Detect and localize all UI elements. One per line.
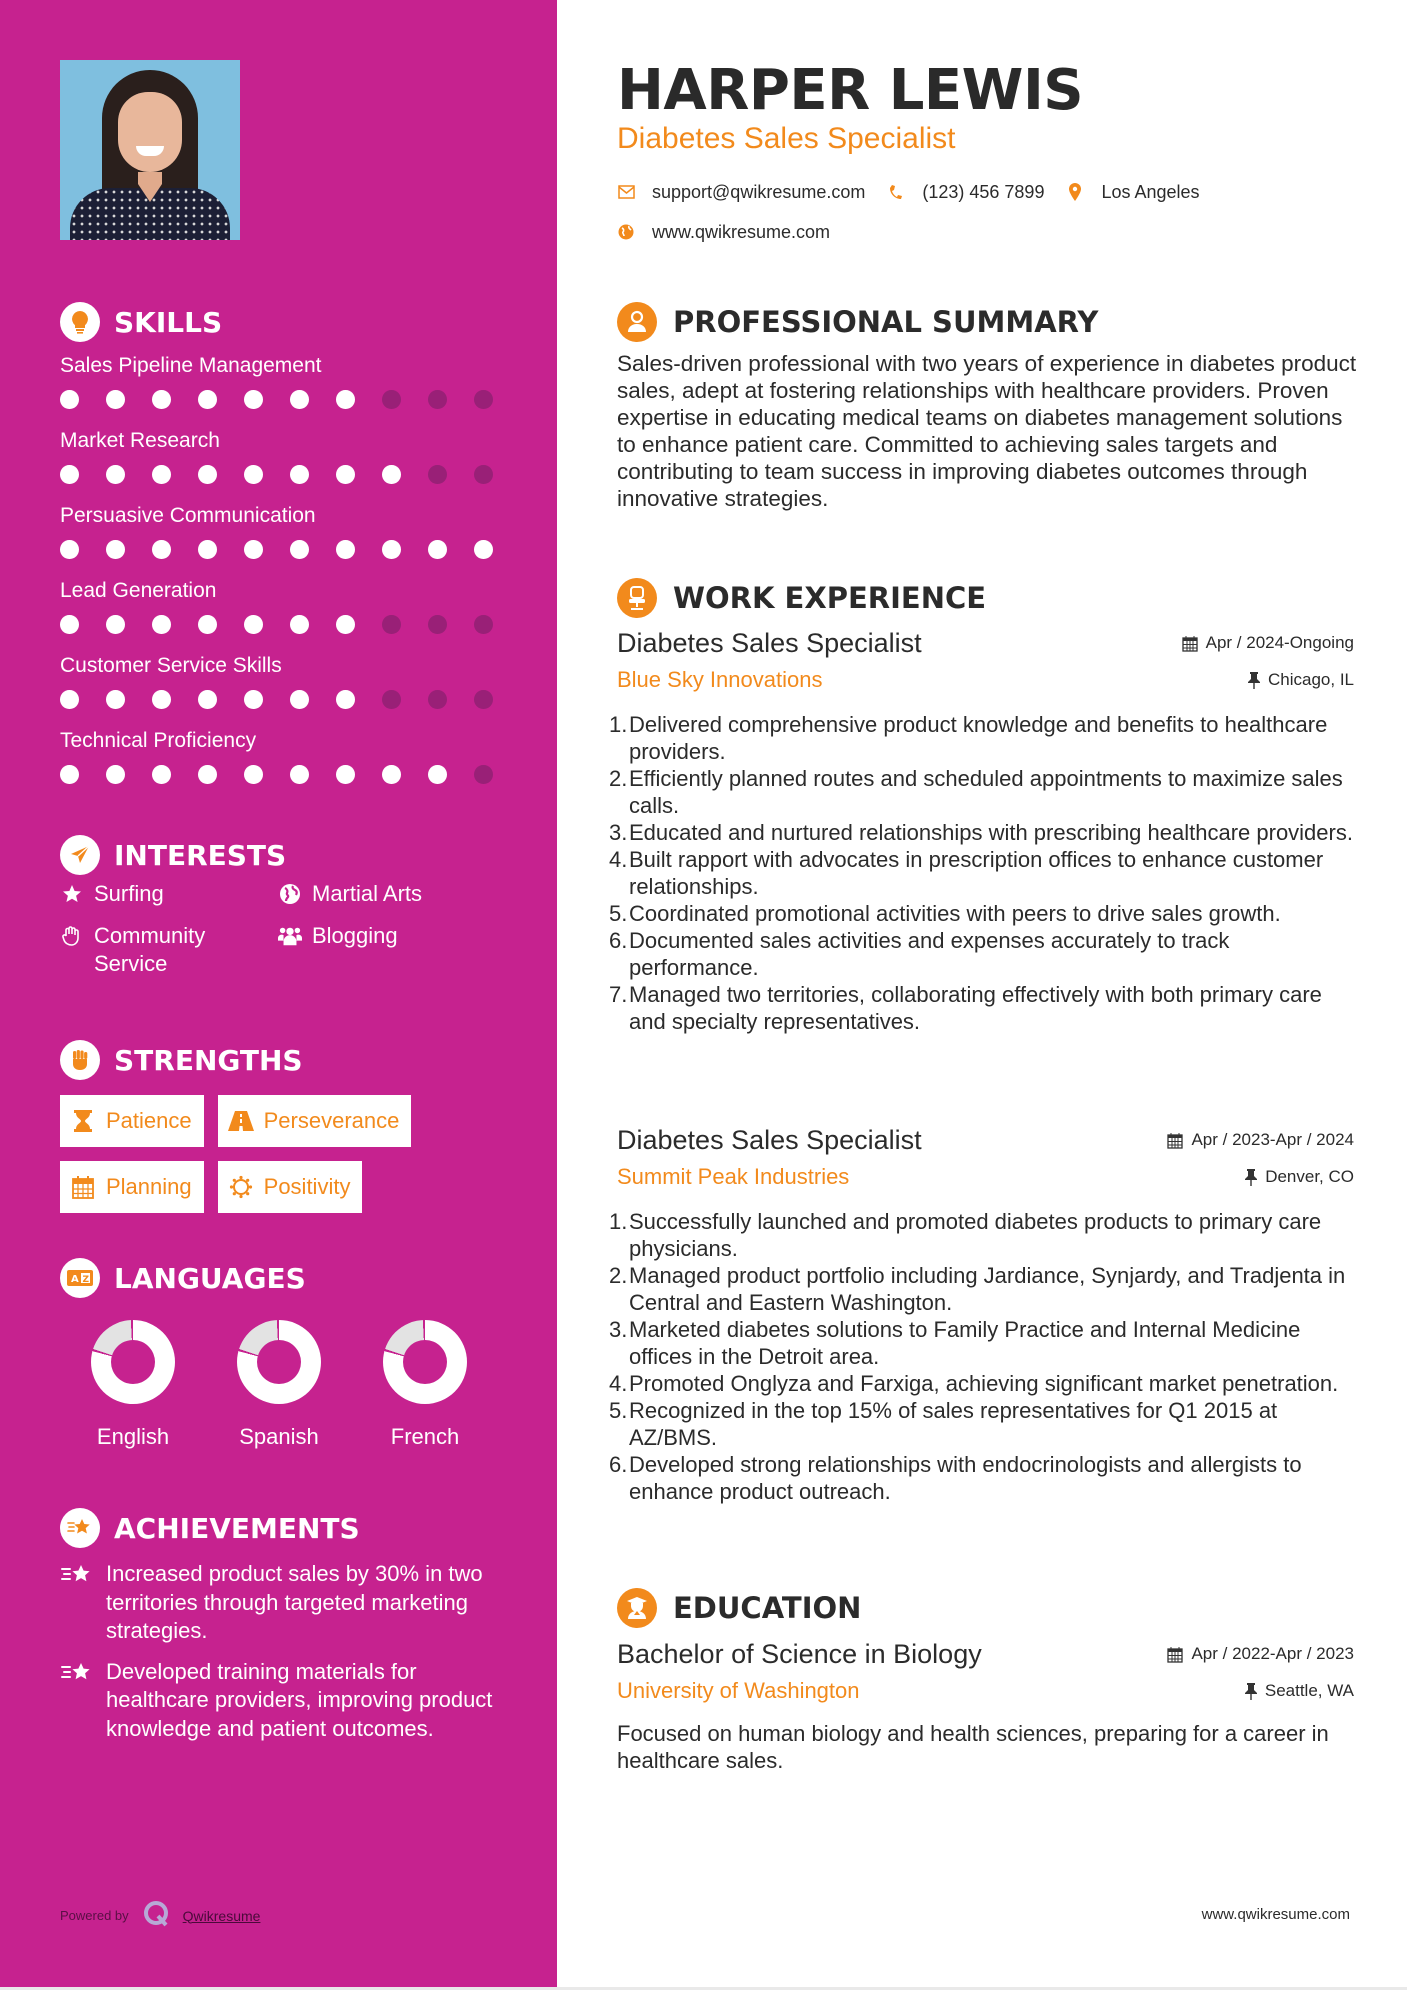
rating-dot-filled xyxy=(60,465,79,484)
calendar-icon xyxy=(1167,1132,1183,1149)
rating-dot-filled xyxy=(336,540,355,559)
education-entry xyxy=(617,1636,1354,1774)
rating-dot-empty xyxy=(474,615,493,634)
skill-item xyxy=(60,500,520,575)
interest-item: Martial Arts xyxy=(278,880,518,908)
skill-name: Customer Service Skills xyxy=(60,654,282,677)
skill-rating xyxy=(60,615,520,634)
rating-dot-filled xyxy=(428,540,447,559)
job-bullet: 6. Developed strong relationships with endocrinologists and allergists to enhance product outreach. xyxy=(609,1452,1302,1504)
job-bullet: 1. Successfully launched and promoted diabetes products to primary care physicians. xyxy=(609,1209,1322,1261)
rating-dot-filled xyxy=(198,690,217,709)
rating-dot-empty xyxy=(382,615,401,634)
job-location: Denver, CO xyxy=(1245,1167,1354,1187)
strength-chip: Planning xyxy=(60,1161,204,1213)
job-responsibilities xyxy=(609,711,1354,1035)
rating-dot-filled xyxy=(474,540,493,559)
qwikresume-logo-icon xyxy=(143,1900,171,1931)
job-date: Apr / 2024-Ongoing xyxy=(1182,633,1354,653)
rating-dot-filled xyxy=(198,540,217,559)
phone-icon xyxy=(887,183,905,201)
job-bullet: 2. Managed product portfolio including Jardiance, Synjardy, and Tradjenta in Central and Eastern Washington. xyxy=(609,1263,1346,1315)
languages-list xyxy=(60,1320,498,1450)
rating-dot-filled xyxy=(152,540,171,559)
rating-dot-empty xyxy=(382,690,401,709)
road-icon xyxy=(228,1108,254,1134)
job-company: Summit Peak Industries xyxy=(617,1164,850,1189)
rating-dot-filled xyxy=(290,765,309,784)
interests-heading: INTERESTS xyxy=(60,835,286,875)
job-bullet: 7. Managed two territories, collaborating effectively with both primary care and specialty representatives. xyxy=(609,982,1322,1034)
svg-text:A: A xyxy=(71,1274,79,1285)
language-item xyxy=(206,1320,352,1450)
rating-dot-filled xyxy=(106,615,125,634)
rating-dot-filled xyxy=(106,540,125,559)
skill-name: Market Research xyxy=(60,429,220,452)
rating-dot-filled xyxy=(106,765,125,784)
qwikresume-link[interactable]: Qwikresume xyxy=(182,1907,261,1924)
skills-heading: SKILLS xyxy=(60,302,222,342)
skill-item xyxy=(60,650,520,725)
hourglass-icon xyxy=(70,1108,96,1134)
rating-dot-filled xyxy=(152,690,171,709)
candidate-title: Diabetes Sales Specialist xyxy=(617,122,956,155)
candidate-name: HARPER LEWIS xyxy=(617,58,1084,123)
rating-dot-empty xyxy=(428,615,447,634)
school-name: University of Washington xyxy=(617,1678,860,1703)
rating-dot-filled xyxy=(336,615,355,634)
rating-dot-filled xyxy=(106,465,125,484)
skill-rating xyxy=(60,465,520,484)
rating-dot-filled xyxy=(244,765,263,784)
language-icon xyxy=(60,1258,100,1298)
rating-dot-empty xyxy=(382,390,401,409)
rating-dot-filled xyxy=(290,390,309,409)
education-description: Focused on human biology and health sciences, preparing for a career in healthcare sales. xyxy=(617,1721,1329,1773)
fist-icon xyxy=(60,1040,100,1080)
pushpin-icon xyxy=(1248,672,1260,689)
rating-dot-filled xyxy=(152,765,171,784)
language-name: English xyxy=(96,1424,170,1449)
rating-dot-filled xyxy=(152,465,171,484)
job-bullet: 4. Promoted Onglyza and Farxiga, achieving significant market penetration. xyxy=(609,1371,1339,1396)
rating-dot-filled xyxy=(60,690,79,709)
rating-dot-filled xyxy=(60,615,79,634)
rating-dot-filled xyxy=(244,390,263,409)
strength-chip: Positivity xyxy=(218,1161,363,1213)
skill-item xyxy=(60,725,520,800)
rating-dot-filled xyxy=(428,765,447,784)
skill-rating xyxy=(60,540,520,559)
interest-item: Surfing xyxy=(60,880,278,908)
rating-dot-filled xyxy=(336,765,355,784)
skill-item xyxy=(60,425,520,500)
rating-dot-empty xyxy=(428,465,447,484)
language-item xyxy=(352,1320,498,1450)
rating-dot-empty xyxy=(474,690,493,709)
skill-rating xyxy=(60,765,520,784)
hand-icon xyxy=(60,922,84,950)
language-proficiency-donut xyxy=(91,1320,175,1404)
rating-dot-filled xyxy=(106,690,125,709)
job-bullet: 5. Coordinated promotional activities with peers to drive sales growth. xyxy=(609,901,1281,926)
achievement-item: Increased product sales by 30% in two territories through targeted marketing strategies. xyxy=(60,1560,510,1646)
rating-dot-filled xyxy=(382,765,401,784)
contact-info xyxy=(617,178,1377,258)
envelope-icon xyxy=(617,183,635,201)
powered-by: Powered by Qwikresume xyxy=(60,1900,260,1931)
calendar-icon xyxy=(70,1174,96,1200)
rating-dot-filled xyxy=(290,465,309,484)
job-company: Blue Sky Innovations xyxy=(617,667,823,692)
education-heading: EDUCATION xyxy=(617,1588,861,1628)
calendar-icon xyxy=(1182,635,1198,652)
rating-dot-filled xyxy=(290,690,309,709)
interest-item: Community Service xyxy=(60,922,278,978)
rating-dot-empty xyxy=(428,690,447,709)
rating-dot-empty xyxy=(474,390,493,409)
language-item xyxy=(60,1320,206,1450)
rating-dot-filled xyxy=(290,615,309,634)
rating-dot-filled xyxy=(60,540,79,559)
rating-dot-filled xyxy=(336,390,355,409)
interest-item: Blogging xyxy=(278,922,518,978)
skill-name: Sales Pipeline Management xyxy=(60,354,322,377)
strengths-list xyxy=(60,1095,520,1213)
rating-dot-filled xyxy=(244,465,263,484)
job-title: Diabetes Sales Specialist xyxy=(617,1124,922,1155)
rating-dot-filled xyxy=(336,465,355,484)
language-proficiency-donut xyxy=(237,1320,321,1404)
lightbulb-icon xyxy=(60,302,100,342)
skill-name: Persuasive Communication xyxy=(60,504,316,527)
rating-dot-filled xyxy=(244,615,263,634)
profile-photo xyxy=(60,60,240,240)
language-name: Spanish xyxy=(239,1424,319,1449)
rating-dot-filled xyxy=(198,615,217,634)
rating-dot-filled xyxy=(198,465,217,484)
job-bullet: 3. Educated and nurtured relationships with prescribing healthcare providers. xyxy=(609,820,1353,845)
rating-dot-filled xyxy=(152,390,171,409)
summary-text: Sales-driven professional with two years of experience in diabetes product sales, adept at fostering relationships with healthcare providers. Proven expertise in educating medical teams on diabetes management solutions to enhance patient care. Committed to achieving sales targets and contributing to team success in improving diabetes outcomes through innovative strategies. xyxy=(617,351,1357,511)
contact-email[interactable]: support@qwikresume.com xyxy=(617,182,865,203)
skill-rating xyxy=(60,690,520,709)
job-responsibilities xyxy=(609,1208,1354,1505)
shooting-star-icon xyxy=(60,1560,94,1588)
language-proficiency-donut xyxy=(383,1320,467,1404)
rating-dot-filled xyxy=(336,690,355,709)
job-bullet: 4. Built rapport with advocates in prescription offices to enhance customer relationships. xyxy=(609,847,1324,899)
degree: Bachelor of Science in Biology xyxy=(617,1638,982,1669)
rating-dot-filled xyxy=(244,690,263,709)
skill-name: Technical Proficiency xyxy=(60,729,257,752)
globe-icon xyxy=(617,223,635,241)
globe-icon xyxy=(278,880,302,908)
rating-dot-filled xyxy=(60,765,79,784)
skill-name: Lead Generation xyxy=(60,579,217,602)
svg-text:Z: Z xyxy=(82,1275,90,1285)
skill-rating xyxy=(60,390,520,409)
rating-dot-filled xyxy=(290,540,309,559)
interests-list xyxy=(60,880,520,978)
pushpin-icon xyxy=(1245,1683,1257,1700)
rating-dot-filled xyxy=(382,465,401,484)
star-icon xyxy=(60,880,84,908)
rating-dot-filled xyxy=(244,540,263,559)
skill-item xyxy=(60,575,520,650)
map-pin-icon xyxy=(1066,183,1084,201)
education-location: Seattle, WA xyxy=(1245,1681,1354,1701)
users-icon xyxy=(278,922,302,950)
rating-dot-filled xyxy=(60,390,79,409)
contact-website[interactable]: www.qwikresume.com xyxy=(617,222,830,243)
job-bullet: 6. Documented sales activities and expenses accurately to track performance. xyxy=(609,928,1230,980)
sun-icon xyxy=(228,1174,254,1200)
language-name: French xyxy=(390,1424,460,1449)
contact-phone[interactable]: (123) 456 7899 xyxy=(887,182,1044,203)
experience-heading: WORK EXPERIENCE xyxy=(617,578,986,618)
job-bullet: 3. Marketed diabetes solutions to Family Practice and Internal Medicine offices in the Detroit area. xyxy=(609,1317,1301,1369)
graduate-icon xyxy=(617,1588,657,1628)
shooting-star-icon xyxy=(60,1508,100,1548)
rating-dot-empty xyxy=(474,465,493,484)
job-date: Apr / 2023-Apr / 2024 xyxy=(1167,1130,1354,1150)
rating-dot-empty xyxy=(428,390,447,409)
job-bullet: 1. Delivered comprehensive product knowledge and benefits to healthcare providers. xyxy=(609,712,1328,764)
user-icon xyxy=(617,302,657,342)
achievements-list xyxy=(60,1560,510,1755)
achievements-heading: ACHIEVEMENTS xyxy=(60,1508,360,1548)
calendar-icon xyxy=(1167,1646,1183,1663)
pushpin-icon xyxy=(1245,1169,1257,1186)
skill-item xyxy=(60,350,520,425)
rating-dot-filled xyxy=(106,390,125,409)
education-date: Apr / 2022-Apr / 2023 xyxy=(1167,1644,1354,1664)
rating-dot-filled xyxy=(198,390,217,409)
rating-dot-filled xyxy=(152,615,171,634)
rating-dot-filled xyxy=(198,765,217,784)
contact-location: Los Angeles xyxy=(1066,182,1199,203)
office-chair-icon xyxy=(617,578,657,618)
shooting-star-icon xyxy=(60,1658,94,1686)
job-bullet: 2. Efficiently planned routes and scheduled appointments to maximize sales calls. xyxy=(609,766,1343,818)
achievement-item: Developed training materials for healthcare providers, improving product knowledge and patient outcomes. xyxy=(60,1658,510,1744)
sidebar xyxy=(0,0,557,1990)
rating-dot-empty xyxy=(474,765,493,784)
rating-dot-filled xyxy=(382,540,401,559)
job-title: Diabetes Sales Specialist xyxy=(617,627,922,658)
skills-list xyxy=(60,350,520,800)
job-entry xyxy=(609,1122,1354,1505)
strengths-heading: STRENGTHS xyxy=(60,1040,303,1080)
strength-chip: Patience xyxy=(60,1095,204,1147)
job-entry xyxy=(609,625,1354,1035)
job-location: Chicago, IL xyxy=(1248,670,1354,690)
job-bullet: 5. Recognized in the top 15% of sales representatives for Q1 2015 at AZ/BMS. xyxy=(609,1398,1278,1450)
languages-heading: A Z LANGUAGES xyxy=(60,1258,306,1298)
paper-plane-icon xyxy=(60,835,100,875)
footer-website[interactable]: www.qwikresume.com xyxy=(1201,1906,1350,1923)
main-content xyxy=(557,0,1407,1990)
summary-heading: PROFESSIONAL SUMMARY xyxy=(617,302,1098,342)
strength-chip: Perseverance xyxy=(218,1095,412,1147)
